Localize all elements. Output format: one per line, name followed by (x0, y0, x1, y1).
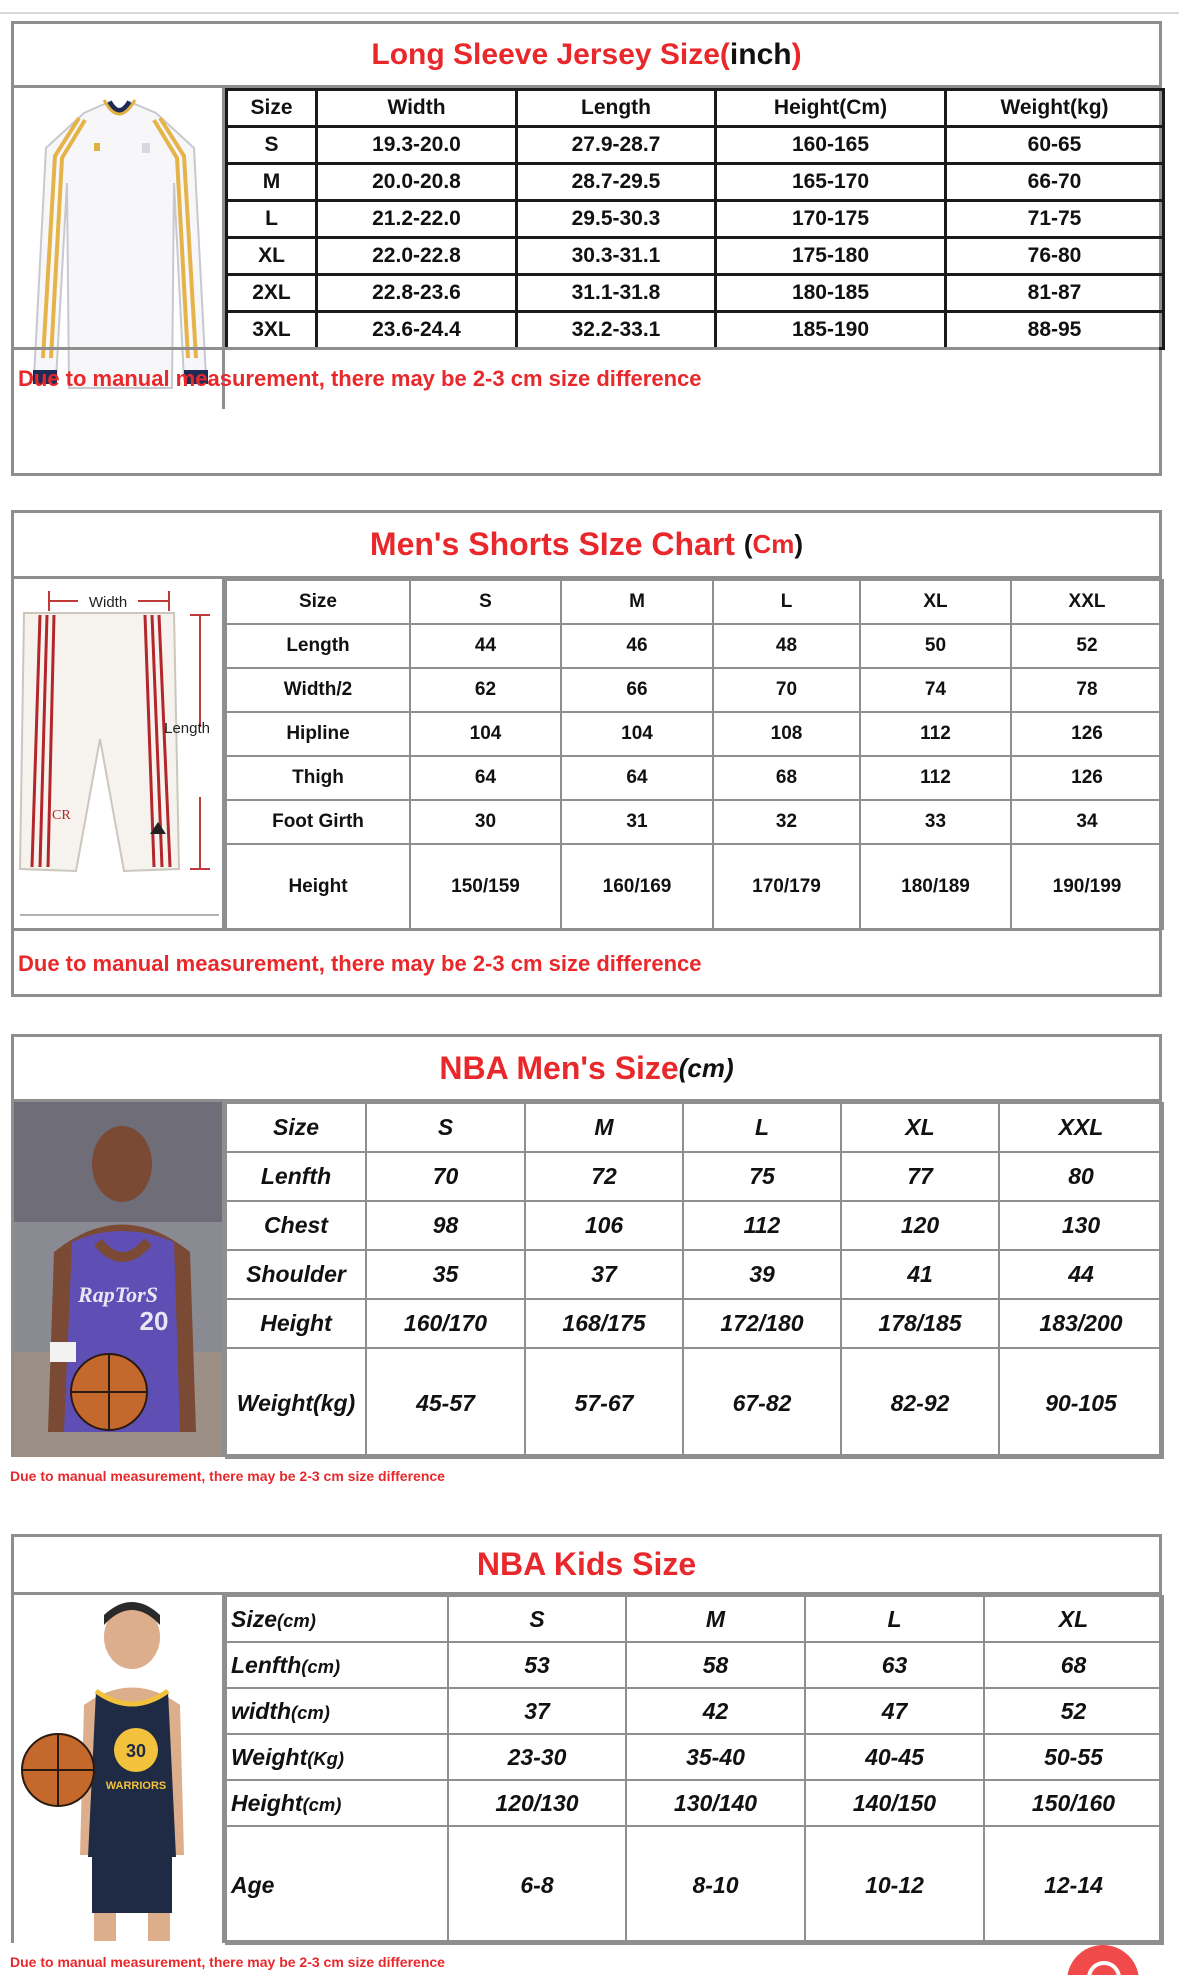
table-row (227, 275, 1164, 312)
nba-kids-row-label-unit: (cm) (302, 1793, 342, 1815)
shorts-cell: Foot Girth (226, 800, 410, 844)
shorts-diagram-svg (14, 579, 225, 928)
nba-kids-row-label-main: width (231, 1697, 292, 1724)
shorts-diagram (14, 579, 225, 928)
shorts-cell: 104 (410, 712, 561, 756)
nba-kids-row-label-unit: (cm) (291, 1701, 330, 1723)
nba-mens-cell: 72 (525, 1152, 683, 1201)
table-row (226, 1688, 1163, 1734)
nba-mens-cell: 75 (683, 1152, 841, 1201)
jersey-cell: 2XL (227, 275, 317, 312)
nba-kids-cell: 52 (984, 1688, 1163, 1734)
kid-jersey-number: 30 (125, 1741, 147, 1761)
jersey-note: Due to manual measurement, there may be 2-3 cm size difference (18, 366, 702, 391)
jersey-cell: 22.8-23.6 (317, 275, 517, 312)
raptors-jersey-number: 20 (139, 1306, 169, 1336)
jersey-cell: 175-180 (716, 238, 946, 275)
shorts-cell: 70 (713, 668, 860, 712)
shorts-cell: 108 (713, 712, 860, 756)
shorts-cell: 34 (1011, 800, 1163, 844)
nba-mens-cell: 45-57 (366, 1348, 525, 1458)
jersey-header-cell: Length (517, 90, 716, 127)
nba-kids-photo (14, 1595, 225, 1943)
jersey-section-title (14, 24, 1159, 88)
shorts-header-cell: S (410, 580, 561, 624)
jersey-cell: S (227, 127, 317, 164)
shorts-header-cell: L (713, 580, 860, 624)
nba-kids-cell: 58 (626, 1642, 805, 1688)
jersey-header-cell: Height(Cm) (716, 90, 946, 127)
shorts-cell: 68 (713, 756, 860, 800)
jersey-cell: 165-170 (716, 164, 946, 201)
nba-kids-cell: 35-40 (626, 1734, 805, 1780)
nba-mens-cell: 160/170 (366, 1299, 525, 1348)
nba-mens-header-cell: XXL (999, 1103, 1163, 1152)
jersey-title-text: Long Sleeve Jersey Size (371, 37, 720, 71)
table-row (226, 756, 1163, 800)
nba-kids-size-table (225, 1595, 1164, 1945)
shorts-cell: 64 (561, 756, 713, 800)
shorts-cell: 44 (410, 624, 561, 668)
nba-kids-row-label-main: Weight (231, 1743, 308, 1770)
nba-kids-row-label-unit: (cm) (301, 1655, 341, 1677)
nba-mens-cell: 80 (999, 1152, 1163, 1201)
nba-kids-row-label (226, 1688, 448, 1734)
kid-player-image (14, 1595, 225, 1943)
nba-mens-cell: Weight(kg) (226, 1348, 366, 1458)
shorts-title-text: Men's Shorts SIze Chart (369, 526, 735, 562)
jersey-size-table (225, 88, 1165, 350)
nba-mens-cell: 70 (366, 1152, 525, 1201)
jersey-cell: 3XL (227, 312, 317, 349)
shorts-cell: 160/169 (561, 844, 713, 929)
nba-mens-cell: 120 (841, 1201, 999, 1250)
shorts-cell: 30 (410, 800, 561, 844)
nba-kids-cell: 68 (984, 1642, 1163, 1688)
nba-kids-row-label-main: Age (231, 1871, 275, 1898)
shorts-cell: 66 (561, 668, 713, 712)
shorts-cell: 190/199 (1011, 844, 1163, 929)
shorts-title-paren-open: ( (743, 529, 753, 559)
jersey-title-unit: inch (729, 37, 792, 71)
jersey-cell: 71-75 (946, 201, 1164, 238)
shorts-cell: 112 (860, 756, 1011, 800)
nba-mens-cell: Lenfth (226, 1152, 366, 1201)
nba-kids-cell: 6-8 (448, 1826, 626, 1944)
shorts-header-cell: Size (226, 580, 410, 624)
nba-kids-section-title (14, 1537, 1159, 1595)
shorts-header-cell: XL (860, 580, 1011, 624)
crest-icon: CR (52, 808, 71, 823)
nba-kids-row-label-main: Height (231, 1789, 303, 1816)
jersey-cell: 170-175 (716, 201, 946, 238)
jersey-cell: 60-65 (946, 127, 1164, 164)
shorts-length-label: Length (164, 720, 210, 737)
table-row (226, 1780, 1163, 1826)
nba-mens-note: Due to manual measurement, there may be 2-3 cm size difference (10, 1468, 445, 1484)
nba-kids-row-label (226, 1642, 448, 1688)
nba-mens-cell: 37 (525, 1250, 683, 1299)
table-row (226, 1642, 1163, 1688)
shorts-cell: 78 (1011, 668, 1163, 712)
nba-kids-cell: 12-14 (984, 1826, 1163, 1944)
nba-mens-cell: 39 (683, 1250, 841, 1299)
nba-kids-row-label (226, 1780, 448, 1826)
shorts-title-paren-close: ) (794, 529, 804, 559)
nba-mens-header-cell: M (525, 1103, 683, 1152)
table-row (226, 1734, 1163, 1780)
shorts-cell: Thigh (226, 756, 410, 800)
table-row (227, 127, 1164, 164)
nba-kids-cell: 8-10 (626, 1826, 805, 1944)
jersey-cell: 185-190 (716, 312, 946, 349)
nba-mens-header-cell: S (366, 1103, 525, 1152)
shorts-width-label: Width (88, 594, 128, 611)
shorts-cell: 31 (561, 800, 713, 844)
shorts-cell: 104 (561, 712, 713, 756)
table-row (226, 800, 1163, 844)
shorts-cell: Length (226, 624, 410, 668)
nba-kids-row-label-main: Size (231, 1605, 278, 1632)
nba-kids-cell: 42 (626, 1688, 805, 1734)
nba-mens-cell: 41 (841, 1250, 999, 1299)
shorts-cell: 48 (713, 624, 860, 668)
jersey-cell: 66-70 (946, 164, 1164, 201)
nba-mens-cell: 98 (366, 1201, 525, 1250)
nba-mens-cell: Chest (226, 1201, 366, 1250)
jersey-cell: 180-185 (716, 275, 946, 312)
nba-kids-row-label (226, 1596, 448, 1642)
kid-jersey-text: WARRIORS (105, 1780, 167, 1792)
nba-kids-row-label-unit: (Kg) (307, 1747, 344, 1769)
nba-kids-cell: 130/140 (626, 1780, 805, 1826)
table-row (226, 1348, 1163, 1458)
nba-kids-cell: 50-55 (984, 1734, 1163, 1780)
nba-kids-cell: 150/160 (984, 1780, 1163, 1826)
shorts-cell: 112 (860, 712, 1011, 756)
nba-kids-cell: 140/150 (805, 1780, 984, 1826)
nba-kids-size-section (11, 1534, 1162, 1943)
shorts-cell: 52 (1011, 624, 1163, 668)
jersey-cell: 76-80 (946, 238, 1164, 275)
nba-kids-cell: 63 (805, 1642, 984, 1688)
nba-mens-header-cell: Size (226, 1103, 366, 1152)
shorts-header-cell: XXL (1011, 580, 1163, 624)
shorts-cell: Hipline (226, 712, 410, 756)
nba-mens-cell: 172/180 (683, 1299, 841, 1348)
nba-mens-cell: Height (226, 1299, 366, 1348)
nba-kids-header-cell: S (448, 1596, 626, 1642)
jersey-cell: 23.6-24.4 (317, 312, 517, 349)
shorts-cell: Width/2 (226, 668, 410, 712)
shorts-cell: 62 (410, 668, 561, 712)
nba-kids-header-cell: L (805, 1596, 984, 1642)
shorts-cell: 32 (713, 800, 860, 844)
nba-mens-cell: 130 (999, 1201, 1163, 1250)
jersey-header-cell: Weight(kg) (946, 90, 1164, 127)
shorts-cell: 33 (860, 800, 1011, 844)
jersey-cell: 28.7-29.5 (517, 164, 716, 201)
nba-mens-header-cell: L (683, 1103, 841, 1152)
nba-mens-title-text: NBA Men's Size (439, 1049, 679, 1086)
jersey-cell: 21.2-22.0 (317, 201, 517, 238)
shorts-cell: 150/159 (410, 844, 561, 929)
nba-kids-cell: 53 (448, 1642, 626, 1688)
table-row (227, 201, 1164, 238)
nba-kids-header-cell: XL (984, 1596, 1163, 1642)
jersey-header-cell: Width (317, 90, 517, 127)
nba-mens-section-title (14, 1037, 1159, 1102)
nba-kids-cell: 47 (805, 1688, 984, 1734)
shorts-cell: Height (226, 844, 410, 929)
shorts-cell: 74 (860, 668, 1011, 712)
table-row (226, 1152, 1163, 1201)
shorts-cell: 126 (1011, 712, 1163, 756)
basketball-player-image (14, 1102, 225, 1457)
nba-mens-title-unit: (cm) (678, 1052, 734, 1083)
jersey-cell: 32.2-33.1 (517, 312, 716, 349)
shorts-title-unit: Cm (752, 529, 795, 559)
nba-mens-cell: 178/185 (841, 1299, 999, 1348)
table-row (227, 238, 1164, 275)
nba-kids-row-label-unit: (cm) (277, 1609, 316, 1631)
shorts-cell: 170/179 (713, 844, 860, 929)
shorts-cell: 64 (410, 756, 561, 800)
table-row (227, 312, 1164, 349)
nba-kids-cell: 40-45 (805, 1734, 984, 1780)
nba-mens-cell: 44 (999, 1250, 1163, 1299)
jersey-title-paren-close: ) (791, 37, 802, 71)
nba-mens-photo (14, 1102, 225, 1457)
nba-mens-cell: 82-92 (841, 1348, 999, 1458)
jersey-cell: 27.9-28.7 (517, 127, 716, 164)
shorts-note: Due to manual measurement, there may be 2-3 cm size difference (18, 951, 702, 976)
floating-chat-button[interactable] (1067, 1945, 1139, 1975)
nba-kids-cell: 10-12 (805, 1826, 984, 1944)
raptors-jersey-text: RapTorS (78, 1282, 158, 1307)
shorts-size-section (11, 510, 1162, 997)
nba-kids-row-label (226, 1734, 448, 1780)
table-row (226, 1250, 1163, 1299)
jersey-cell: 30.3-31.1 (517, 238, 716, 275)
jersey-cell: M (227, 164, 317, 201)
table-row (226, 1201, 1163, 1250)
nba-kids-cell: 23-30 (448, 1734, 626, 1780)
jersey-cell: 22.0-22.8 (317, 238, 517, 275)
nba-mens-cell: 57-67 (525, 1348, 683, 1458)
nba-mens-cell: 112 (683, 1201, 841, 1250)
nba-mens-size-section (11, 1034, 1162, 1457)
shorts-header-cell: M (561, 580, 713, 624)
jersey-cell: 20.0-20.8 (317, 164, 517, 201)
nba-mens-cell: Shoulder (226, 1250, 366, 1299)
top-divider (0, 12, 1179, 14)
nba-mens-cell: 77 (841, 1152, 999, 1201)
jersey-size-section (11, 21, 1162, 476)
nba-mens-cell: 90-105 (999, 1348, 1163, 1458)
nba-kids-cell: 120/130 (448, 1780, 626, 1826)
jersey-cell: 160-165 (716, 127, 946, 164)
shorts-size-table (225, 579, 1164, 930)
shorts-cell: 180/189 (860, 844, 1011, 929)
nba-mens-header-cell: XL (841, 1103, 999, 1152)
nba-mens-cell: 67-82 (683, 1348, 841, 1458)
table-row (226, 668, 1163, 712)
table-row (226, 1299, 1163, 1348)
nba-mens-cell: 183/200 (999, 1299, 1163, 1348)
nba-kids-header-cell: M (626, 1596, 805, 1642)
jersey-header-cell: Size (227, 90, 317, 127)
nba-mens-cell: 168/175 (525, 1299, 683, 1348)
nba-kids-cell: 37 (448, 1688, 626, 1734)
table-row (227, 164, 1164, 201)
jersey-cell: XL (227, 238, 317, 275)
nba-kids-row-label (226, 1826, 448, 1944)
nba-kids-title-text: NBA Kids Size (476, 1546, 697, 1582)
nba-kids-row-label-main: Lenfth (231, 1651, 302, 1678)
jersey-cell: 81-87 (946, 275, 1164, 312)
shorts-section-title (14, 513, 1159, 579)
nba-mens-cell: 106 (525, 1201, 683, 1250)
table-row (226, 1826, 1163, 1944)
shorts-cell: 46 (561, 624, 713, 668)
shorts-cell: 126 (1011, 756, 1163, 800)
jersey-cell: 19.3-20.0 (317, 127, 517, 164)
nba-mens-size-table (225, 1102, 1164, 1459)
jersey-title-paren-open: ( (719, 37, 730, 71)
jersey-cell: L (227, 201, 317, 238)
table-row (226, 624, 1163, 668)
jersey-cell: 88-95 (946, 312, 1164, 349)
jersey-cell: 31.1-31.8 (517, 275, 716, 312)
nba-kids-note: Due to manual measurement, there may be 2-3 cm size difference (10, 1954, 445, 1970)
jersey-cell: 29.5-30.3 (517, 201, 716, 238)
nba-mens-cell: 35 (366, 1250, 525, 1299)
shorts-cell: 50 (860, 624, 1011, 668)
table-row (226, 844, 1163, 929)
table-row (226, 712, 1163, 756)
